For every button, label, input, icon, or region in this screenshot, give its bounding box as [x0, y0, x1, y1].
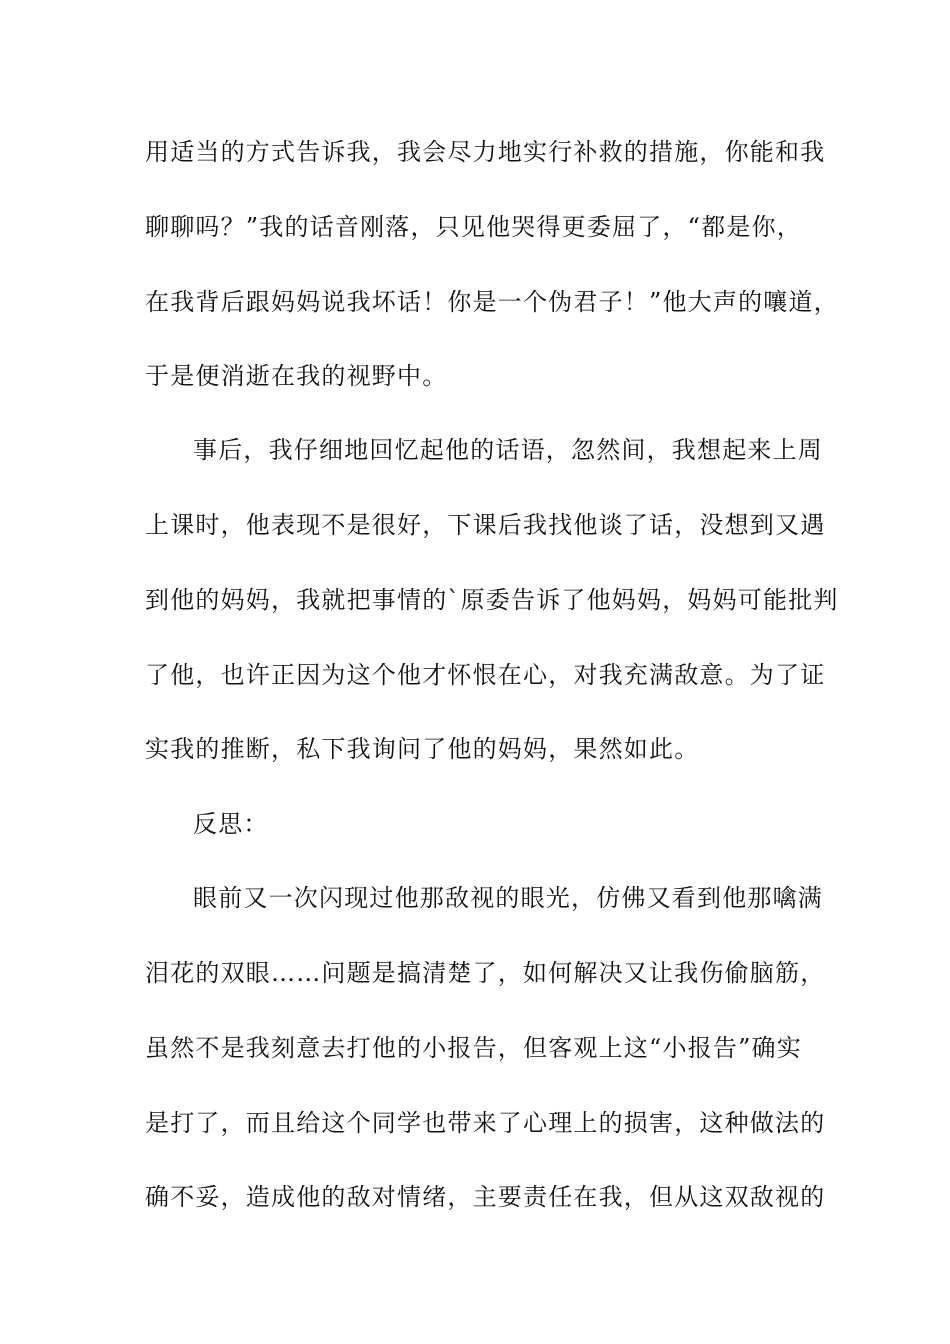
- text-line-12: 泪花的双眼……问题是搞清楚了，如何解决又让我伤偷脑筋，: [145, 959, 826, 987]
- text-line-2: 聊聊吗？”我的话音刚落，只见他哭得更委屈了，“都是你，: [145, 213, 802, 241]
- text-line-1: 用适当的方式告诉我，我会尽力地实行补救的措施，你能和我: [145, 138, 826, 166]
- text-line-5: 事后，我仔细地回忆起他的话语，忽然间，我想起来上周: [193, 436, 823, 464]
- text-line-14: 是打了，而且给这个同学也带来了心理上的损害，这种做法的: [145, 1109, 826, 1137]
- text-line-3: 在我背后跟妈妈说我坏话！你是一个伪君子！”他大声的嚷道，: [145, 288, 839, 316]
- text-line-8: 了他，也许正因为这个他才怀恨在心，对我充满敌意。为了证: [145, 661, 826, 689]
- text-line-11: 眼前又一次闪现过他那敌视的眼光，仿佛又看到他那噙满: [193, 884, 823, 912]
- text-line-9: 实我的推断，私下我询问了他的妈妈，果然如此。: [145, 735, 700, 763]
- text-line-13: 虽然不是我刻意去打他的小报告，但客观上这“小报告”确实: [145, 1034, 802, 1062]
- section-heading: 反思：: [193, 810, 269, 838]
- text-line-15: 确不妥，造成他的敌对情绪，主要责任在我，但从这双敌视的: [145, 1183, 826, 1211]
- text-line-6: 上课时，他表现不是很好，下课后我找他谈了话，没想到又遇: [145, 511, 826, 539]
- text-line-7: 到他的妈妈，我就把事情的`原委告诉了他妈妈，妈妈可能批判: [145, 586, 839, 614]
- text-line-4: 于是便消逝在我的视野中。: [145, 362, 448, 390]
